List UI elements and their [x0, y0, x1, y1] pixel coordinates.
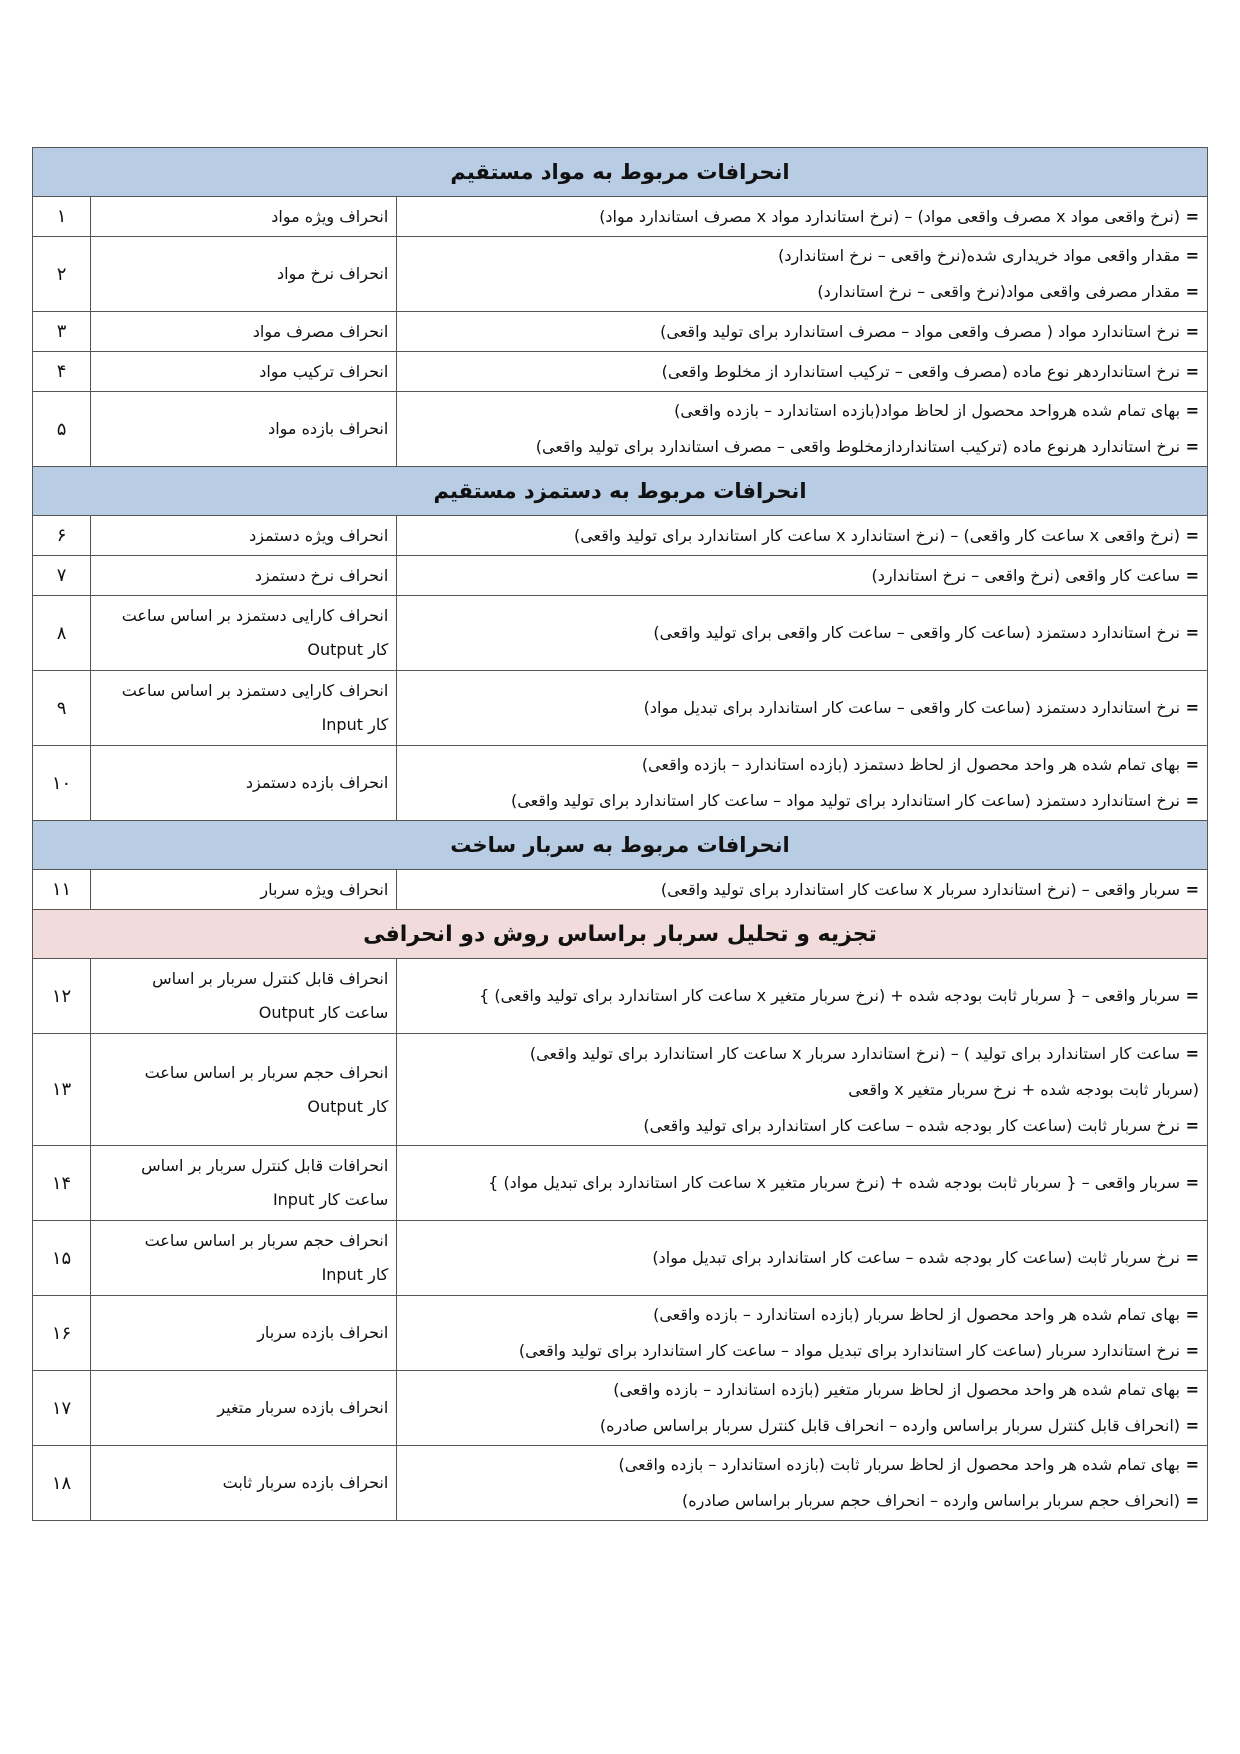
table-row — [33, 516, 1208, 556]
formula-cell: = سربار واقعی – (نرخ استاندارد سربار x ساعت کار استاندارد برای تولید واقعی) — [397, 870, 1208, 910]
variance-name: انحراف بازده سربار — [91, 1296, 397, 1371]
variance-name: انحراف نرخ دستمزد — [91, 556, 397, 596]
formula-line: نرخ استاندارد دستمزد (ساعت کار استاندارد برای تولید مواد – ساعت کار استاندارد برای تولید واقعی) — [511, 791, 1181, 810]
formula-cell: = نرخ استاندارد دستمزد (ساعت کار واقعی – ساعت کار واقعی برای تولید واقعی) — [397, 596, 1208, 671]
formula-line: بهای تمام شده هر واحد محصول از لحاظ سربار (بازده استاندارد – بازده واقعی) — [653, 1305, 1181, 1324]
row-number: ۳ — [33, 312, 91, 352]
variance-name: انحراف حجم سربار بر اساس ساعت کار Output — [91, 1034, 397, 1146]
variance-name: انحراف بازده سربار متغیر — [91, 1371, 397, 1446]
row-number: ۱۸ — [33, 1446, 91, 1521]
formula-line: سربار واقعی – (نرخ استاندارد سربار x ساعت کار استاندارد برای تولید واقعی) — [660, 879, 1181, 899]
section-header-two-way — [33, 910, 1208, 959]
table-row — [33, 237, 1208, 312]
formula-cell: = بهای تمام شده هرواحد محصول از لحاظ مواد(بازده استاندارد – بازده واقعی) = نرخ استاندارد هرنوع ماده (ترکیب استانداردازمخلوط واقعی – مصرف استاندارد برای تولید واقعی) — [397, 392, 1208, 467]
variance-name: انحراف قابل کنترل سربار بر اساس ساعت کار Output — [91, 959, 397, 1034]
table-row — [33, 352, 1208, 392]
table-row — [33, 746, 1208, 821]
formula-line: نرخ استاندارد هرنوع ماده (ترکیب استانداردازمخلوط واقعی – مصرف استاندارد برای تولید واقعی) — [535, 437, 1181, 456]
section-title: انحرافات مربوط به مواد مستقیم — [33, 148, 1208, 197]
variance-name: انحراف کارایی دستمزد بر اساس ساعت کار Input — [91, 671, 397, 746]
section-title: انحرافات مربوط به سربار ساخت — [33, 821, 1208, 870]
formula-cell: = ساعت کار واقعی (نرخ واقعی – نرخ استاندارد) — [397, 556, 1208, 596]
table-row — [33, 556, 1208, 596]
variance-name: انحراف ترکیب مواد — [91, 352, 397, 392]
variance-name: انحراف ویژه مواد — [91, 197, 397, 237]
table-row — [33, 596, 1208, 671]
table-row — [33, 1371, 1208, 1446]
formula-cell: = سربار واقعی – { سربار ثابت بودجه شده + (نرخ سربار متغیر x ساعت کار استاندارد برای تبدیل مواد) } — [397, 1146, 1208, 1221]
formula-cell: = مقدار واقعی مواد خریداری شده(نرخ واقعی – نرخ استاندارد) = مقدار مصرفی واقعی مواد(نرخ واقعی – نرخ استاندارد) — [397, 237, 1208, 312]
formula-cell: = (نرخ واقعی مواد x مصرف واقعی مواد) – (نرخ استاندارد مواد x مصرف استاندارد مواد) — [397, 197, 1208, 237]
row-number: ۱۳ — [33, 1034, 91, 1146]
formula-cell: = بهای تمام شده هر واحد محصول از لحاظ سربار (بازده استاندارد – بازده واقعی) = نرخ استاندارد سربار (ساعت کار استاندارد برای تبدیل مواد – ساعت کار استاندارد برای تولید واقعی) — [397, 1296, 1208, 1371]
row-number: ۴ — [33, 352, 91, 392]
variance-name: انحراف نرخ مواد — [91, 237, 397, 312]
formula-cell: = نرخ استاندارد دستمزد (ساعت کار واقعی – ساعت کار استاندارد برای تبدیل مواد) — [397, 671, 1208, 746]
formula-cell: = ساعت کار استاندارد برای تولید ) – (نرخ استاندارد سربار x ساعت کار استاندارد برای تولید واقعی) (سربار ثابت بودجه شده + نرخ سربار متغیر x واقعی = نرخ سربار ثابت (ساعت کار بودجه شده – ساعت کار استاندارد برای تولید واقعی) — [397, 1034, 1208, 1146]
formula-cell: = بهای تمام شده هر واحد محصول از لحاظ سربار متغیر (بازده استاندارد – بازده واقعی) = (انحراف قابل کنترل سربار براساس وارده – انحراف قابل کنترل سربار براساس صادره) — [397, 1371, 1208, 1446]
row-number: ۱۶ — [33, 1296, 91, 1371]
table-row — [33, 671, 1208, 746]
row-number: ۵ — [33, 392, 91, 467]
formula-line: سربار واقعی – { سربار ثابت بودجه شده + (نرخ سربار متغیر x ساعت کار استاندارد برای تولید واقعی) } — [479, 986, 1181, 1005]
formula-cell: = نرخ استاندارد مواد ( مصرف واقعی مواد – مصرف استاندارد برای تولید واقعی) — [397, 312, 1208, 352]
formula-line: بهای تمام شده هر واحد محصول از لحاظ سربار متغیر (بازده استاندارد – بازده واقعی) — [613, 1380, 1181, 1399]
row-number: ۸ — [33, 596, 91, 671]
formula-cell: = نرخ سربار ثابت (ساعت کار بودجه شده – ساعت کار استاندارد برای تبدیل مواد) — [397, 1221, 1208, 1296]
formula-cell: = بهای تمام شده هر واحد محصول از لحاظ دستمزد (بازده استاندارد – بازده واقعی) = نرخ استاندارد دستمزد (ساعت کار استاندارد برای تولید مواد – ساعت کار استاندارد برای تولید واقعی) — [397, 746, 1208, 821]
row-number: ۱۷ — [33, 1371, 91, 1446]
section-header-materials — [33, 148, 1208, 197]
table-row — [33, 870, 1208, 910]
table-row — [33, 1296, 1208, 1371]
variance-name: انحراف ویژه دستمزد — [91, 516, 397, 556]
formula-line: نرخ سربار ثابت (ساعت کار بودجه شده – ساعت کار استاندارد برای تولید واقعی) — [643, 1115, 1181, 1135]
row-number: ۶ — [33, 516, 91, 556]
row-number: ۱ — [33, 197, 91, 237]
variance-name: انحراف کارایی دستمزد بر اساس ساعت کار Output — [91, 596, 397, 671]
formula-line: مقدار واقعی مواد خریداری شده(نرخ واقعی – نرخ استاندارد) — [778, 246, 1181, 265]
formula-line: بهای تمام شده هر واحد محصول از لحاظ سربار ثابت (بازده استاندارد – بازده واقعی) — [618, 1455, 1181, 1474]
variance-table — [32, 147, 1208, 1521]
row-number: ۱۲ — [33, 959, 91, 1034]
variance-name: انحراف حجم سربار بر اساس ساعت کار Input — [91, 1221, 397, 1296]
formula-line: نرخ استاندارد سربار (ساعت کار استاندارد برای تبدیل مواد – ساعت کار استاندارد برای تولید واقعی) — [518, 1341, 1181, 1360]
section-title: انحرافات مربوط به دستمزد مستقیم — [33, 467, 1208, 516]
table-row — [33, 1146, 1208, 1221]
formula-line: ساعت کار واقعی (نرخ واقعی – نرخ استاندارد) — [871, 565, 1181, 585]
formula-line: نرخ استانداردهر نوع ماده (مصرف واقعی – ترکیب استاندارد از مخلوط واقعی) — [661, 361, 1181, 381]
table-row — [33, 1221, 1208, 1296]
formula-cell: = (نرخ واقعی x ساعت کار واقعی) – (نرخ استاندارد x ساعت کار استاندارد برای تولید واقعی) — [397, 516, 1208, 556]
variance-name: انحراف مصرف مواد — [91, 312, 397, 352]
row-number: ۱۴ — [33, 1146, 91, 1221]
table-row — [33, 1446, 1208, 1521]
variance-name: انحراف بازده سربار ثابت — [91, 1446, 397, 1521]
formula-cell: = نرخ استانداردهر نوع ماده (مصرف واقعی – ترکیب استاندارد از مخلوط واقعی) — [397, 352, 1208, 392]
table-row — [33, 312, 1208, 352]
table-row — [33, 197, 1208, 237]
formula-line: سربار واقعی – { سربار ثابت بودجه شده + (نرخ سربار متغیر x ساعت کار استاندارد برای تبدیل مواد) } — [488, 1173, 1181, 1192]
formula-line: نرخ استاندارد مواد ( مصرف واقعی مواد – مصرف استاندارد برای تولید واقعی) — [660, 321, 1181, 341]
formula-line: نرخ استاندارد دستمزد (ساعت کار واقعی – ساعت کار واقعی برای تولید واقعی) — [653, 623, 1181, 642]
formula-line: (نرخ واقعی مواد x مصرف واقعی مواد) – (نرخ استاندارد مواد x مصرف استاندارد مواد) — [599, 206, 1181, 226]
formula-line: مقدار مصرفی واقعی مواد(نرخ واقعی – نرخ استاندارد) — [817, 282, 1181, 301]
variance-name: انحراف بازده مواد — [91, 392, 397, 467]
row-number: ۱۰ — [33, 746, 91, 821]
row-number: ۱۱ — [33, 870, 91, 910]
row-number: ۱۵ — [33, 1221, 91, 1296]
section-title: تجزیه و تحلیل سربار براساس روش دو انحرافی — [33, 910, 1208, 959]
section-header-labor — [33, 467, 1208, 516]
row-number: ۷ — [33, 556, 91, 596]
variance-name: انحراف ویژه سربار — [91, 870, 397, 910]
formula-line: (انحراف حجم سربار براساس وارده – انحراف حجم سربار براساس صادره) — [682, 1491, 1181, 1510]
formula-line: (انحراف قابل کنترل سربار براساس وارده – انحراف قابل کنترل سربار براساس صادره) — [599, 1416, 1181, 1435]
table-row — [33, 392, 1208, 467]
section-header-overhead — [33, 821, 1208, 870]
formula-line: ساعت کار استاندارد برای تولید ) – (نرخ استاندارد سربار x ساعت کار استاندارد برای تولید واقعی) — [529, 1043, 1181, 1063]
formula-line: نرخ استاندارد دستمزد (ساعت کار واقعی – ساعت کار استاندارد برای تبدیل مواد) — [643, 698, 1181, 717]
row-number: ۲ — [33, 237, 91, 312]
formula-cell: = سربار واقعی – { سربار ثابت بودجه شده + (نرخ سربار متغیر x ساعت کار استاندارد برای تولید واقعی) } — [397, 959, 1208, 1034]
variance-name: انحراف بازده دستمزد — [91, 746, 397, 821]
formula-line: (سربار ثابت بودجه شده + نرخ سربار متغیر x واقعی — [848, 1079, 1199, 1099]
formula-line: بهای تمام شده هر واحد محصول از لحاظ دستمزد (بازده استاندارد – بازده واقعی) — [641, 755, 1181, 774]
formula-line: بهای تمام شده هرواحد محصول از لحاظ مواد(بازده استاندارد – بازده واقعی) — [674, 401, 1181, 420]
formula-cell: = بهای تمام شده هر واحد محصول از لحاظ سربار ثابت (بازده استاندارد – بازده واقعی) = (انحراف حجم سربار براساس وارده – انحراف حجم سربار براساس صادره) — [397, 1446, 1208, 1521]
formula-line: (نرخ واقعی x ساعت کار واقعی) – (نرخ استاندارد x ساعت کار استاندارد برای تولید واقعی) — [573, 525, 1181, 545]
variance-name: انحرافات قابل کنترل سربار بر اساس ساعت کار Input — [91, 1146, 397, 1221]
row-number: ۹ — [33, 671, 91, 746]
formula-line: نرخ سربار ثابت (ساعت کار بودجه شده – ساعت کار استاندارد برای تبدیل مواد) — [652, 1248, 1181, 1267]
table-row — [33, 959, 1208, 1034]
table-row — [33, 1034, 1208, 1146]
